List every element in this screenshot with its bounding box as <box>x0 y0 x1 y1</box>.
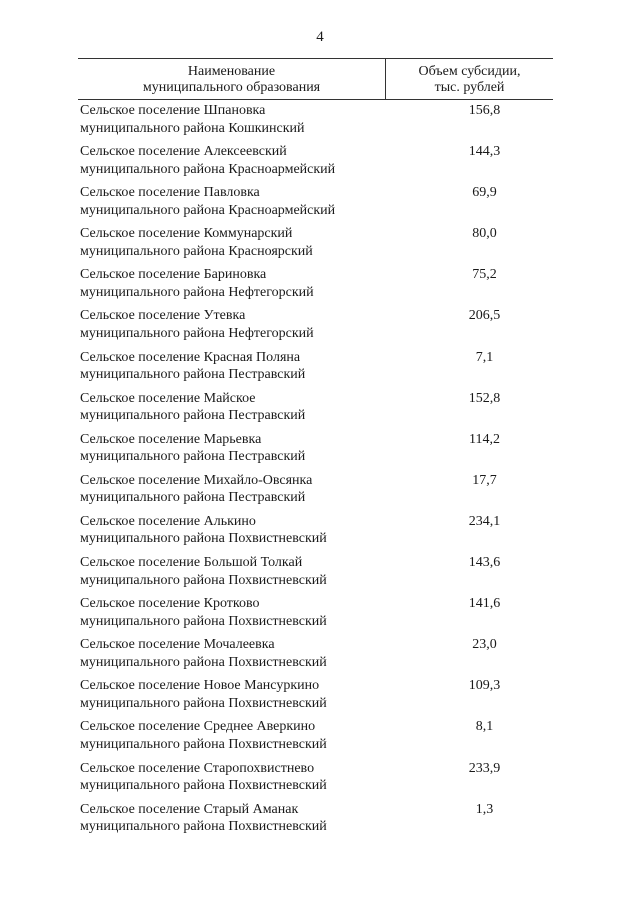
municipality-name-line2: муниципального района Похвистневский <box>80 654 327 670</box>
municipality-name-cell <box>78 102 386 143</box>
municipality-name-line1: Сельское поселение Мочалеевка <box>80 637 275 653</box>
table-row <box>78 760 553 801</box>
header-name-column <box>78 59 386 99</box>
municipality-name-cell <box>78 143 386 184</box>
table-row <box>78 513 553 554</box>
subsidy-amount-cell: 233,9 <box>468 760 501 776</box>
subsidy-amount-cell: 69,9 <box>472 185 497 201</box>
municipality-name-cell <box>78 266 386 307</box>
municipality-name-line2: муниципального района Красноармейский <box>80 202 336 218</box>
municipality-name-cell <box>78 225 386 266</box>
municipality-name-cell <box>78 718 386 759</box>
municipality-name-cell <box>78 595 386 636</box>
municipality-name-line1: Сельское поселение Большой Толкай <box>80 555 303 571</box>
table-row <box>78 390 553 431</box>
municipality-name-line1: Сельское поселение Марьевка <box>80 431 262 447</box>
table-row <box>78 266 553 307</box>
subsidy-amount-cell: 156,8 <box>468 103 501 118</box>
municipality-name-line2: муниципального района Кошкинский <box>80 120 305 136</box>
municipality-name-line2: муниципального района Похвистневский <box>80 613 327 629</box>
table-row <box>78 102 553 143</box>
table-row <box>78 307 553 348</box>
subsidy-amount-cell: 75,2 <box>472 267 497 283</box>
municipality-name-line2: муниципального района Похвистневский <box>80 695 327 711</box>
municipality-name-line1: Сельское поселение Новое Мансуркино <box>80 678 320 694</box>
subsidy-amount-cell: 8,1 <box>475 719 494 735</box>
subsidy-amount-cell: 109,3 <box>468 678 501 694</box>
municipality-name-cell <box>78 760 386 801</box>
subsidy-amount-cell: 206,5 <box>468 308 501 324</box>
table-row <box>78 595 553 636</box>
table-row <box>78 349 553 390</box>
municipality-name-line2: муниципального района Пестравский <box>80 490 306 506</box>
table-row <box>78 718 553 759</box>
header-amount-line2: тыс. рублей <box>434 80 505 95</box>
municipality-name-line2: муниципального района Похвистневский <box>80 778 327 793</box>
subsidy-amount-cell: 1,3 <box>475 801 494 817</box>
table-row <box>78 431 553 472</box>
municipality-name-cell <box>78 801 386 842</box>
municipality-name-line1: Сельское поселение Михайло-Овсянка <box>80 472 313 488</box>
municipality-name-line1: Сельское поселение Майское <box>80 390 256 406</box>
municipality-name-cell <box>78 554 386 595</box>
header-name-line1: Наименование <box>187 64 276 79</box>
municipality-name-cell <box>78 184 386 225</box>
municipality-name-line2: муниципального района Пестравский <box>80 367 306 383</box>
municipality-name-line1: Сельское поселение Красная Поляна <box>80 349 301 365</box>
municipality-name-line1: Сельское поселение Среднее Аверкино <box>80 719 316 735</box>
municipality-name-line1: Сельское поселение Кротково <box>80 596 260 612</box>
subsidy-amount-cell: 152,8 <box>468 390 501 406</box>
municipality-name-cell <box>78 349 386 390</box>
header-amount-line1: Объем субсидии, <box>418 64 521 79</box>
municipality-name-line1: Сельское поселение Павловка <box>80 185 260 201</box>
table-row <box>78 554 553 595</box>
subsidy-amount-cell: 23,0 <box>472 637 497 653</box>
municipality-name-line2: муниципального района Похвистневский <box>80 736 327 752</box>
table-row <box>78 225 553 266</box>
municipality-name-line1: Сельское поселение Алькино <box>80 513 256 529</box>
subsidy-amount-cell: 144,3 <box>468 144 501 160</box>
municipality-name-line2: муниципального района Красноармейский <box>80 161 336 177</box>
page-number: 4 <box>316 29 324 45</box>
subsidy-amount-cell: 143,6 <box>468 555 501 571</box>
municipality-name-line2: муниципального района Нефтегорский <box>80 325 314 341</box>
municipality-name-line2: муниципального района Похвистневский <box>80 572 327 588</box>
municipality-name-cell <box>78 307 386 348</box>
municipality-name-cell <box>78 390 386 431</box>
subsidy-amount-cell: 80,0 <box>472 226 497 242</box>
table-row <box>78 143 553 184</box>
municipality-name-line1: Сельское поселение Шпановка <box>80 103 266 118</box>
subsidy-amount-cell: 234,1 <box>468 513 501 529</box>
municipality-name-line1: Сельское поселение Коммунарский <box>80 226 293 242</box>
subsidy-amount-cell: 141,6 <box>468 596 501 612</box>
municipality-name-cell <box>78 431 386 472</box>
subsidy-amount-cell: 7,1 <box>475 349 494 365</box>
municipality-name-cell <box>78 677 386 718</box>
table-row <box>78 472 553 513</box>
municipality-name-cell <box>78 472 386 513</box>
table-header <box>78 58 553 100</box>
table-row <box>78 636 553 677</box>
header-amount-column <box>386 59 553 99</box>
municipality-name-line2: муниципального района Нефтегорский <box>80 284 314 300</box>
municipality-name-line2: муниципального района Похвистневский <box>80 819 327 835</box>
municipality-name-line2: муниципального района Красноярский <box>80 243 313 259</box>
municipality-name-cell <box>78 636 386 677</box>
municipality-name-line1: Сельское поселение Бариновка <box>80 267 267 283</box>
municipality-name-line2: муниципального района Похвистневский <box>80 531 327 547</box>
municipality-name-line1: Сельское поселение Старый Аманак <box>80 801 299 817</box>
table-row <box>78 184 553 225</box>
table-body <box>78 100 553 842</box>
municipality-name-line2: муниципального района Пестравский <box>80 408 306 424</box>
table-row <box>78 801 553 842</box>
municipality-name-line2: муниципального района Пестравский <box>80 449 306 465</box>
municipality-name-line1: Сельское поселение Старопохвистнево <box>80 760 315 776</box>
subsidy-amount-cell: 114,2 <box>469 431 500 447</box>
header-name-line2: муниципального образования <box>142 80 321 95</box>
municipality-name-cell <box>78 513 386 554</box>
municipality-name-line1: Сельское поселение Алексеевский <box>80 144 287 160</box>
subsidy-amount-cell: 17,7 <box>472 472 497 488</box>
municipality-name-line1: Сельское поселение Утевка <box>80 308 246 324</box>
subsidy-table <box>78 58 553 842</box>
table-row <box>78 677 553 718</box>
